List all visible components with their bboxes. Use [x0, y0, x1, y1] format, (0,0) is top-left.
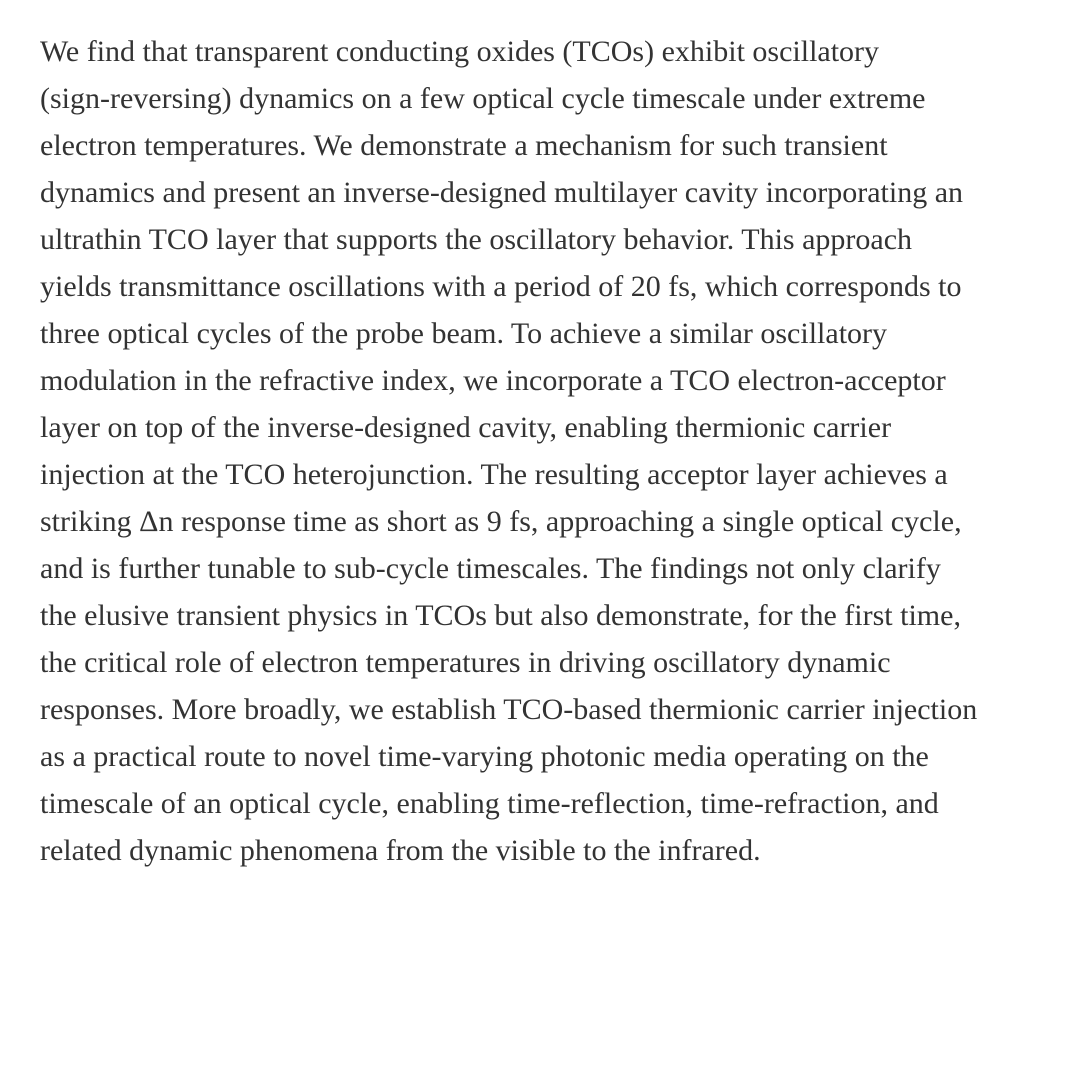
abstract-line: responses. More broadly, we establish TCO-based thermionic carrier injection	[40, 693, 978, 726]
abstract-line: yields transmittance oscillations with a period of 20 fs, which corresponds to	[40, 270, 962, 303]
abstract-line: injection at the TCO heterojunction. The resulting acceptor layer achieves a	[40, 458, 948, 491]
abstract-text	[40, 28, 1050, 874]
abstract-line: the critical role of electron temperatures in driving oscillatory dynamic	[40, 646, 891, 679]
abstract-line: (sign-reversing) dynamics on a few optical cycle timescale under extreme	[40, 82, 926, 115]
abstract-line: as a practical route to novel time-varying photonic media operating on the	[40, 740, 929, 773]
abstract-line: layer on top of the inverse-designed cavity, enabling thermionic carrier	[40, 411, 892, 444]
abstract-line: related dynamic phenomena from the visible to the infrared.	[40, 834, 761, 867]
abstract-line: the elusive transient physics in TCOs but also demonstrate, for the first time,	[40, 599, 961, 632]
abstract-line: striking Δn response time as short as 9 fs, approaching a single optical cycle,	[40, 505, 962, 538]
abstract-line: We find that transparent conducting oxides (TCOs) exhibit oscillatory	[40, 35, 880, 68]
abstract-line: dynamics and present an inverse-designed multilayer cavity incorporating an	[40, 176, 964, 209]
abstract-line: modulation in the refractive index, we incorporate a TCO electron-acceptor	[40, 364, 946, 397]
abstract-line: electron temperatures. We demonstrate a mechanism for such transient	[40, 129, 888, 162]
abstract-line: and is further tunable to sub-cycle timescales. The findings not only clarify	[40, 552, 941, 585]
abstract-line: timescale of an optical cycle, enabling time-reflection, time-refraction, and	[40, 787, 939, 820]
abstract-line: ultrathin TCO layer that supports the oscillatory behavior. This approach	[40, 223, 913, 256]
abstract-line: three optical cycles of the probe beam. To achieve a similar oscillatory	[40, 317, 888, 350]
